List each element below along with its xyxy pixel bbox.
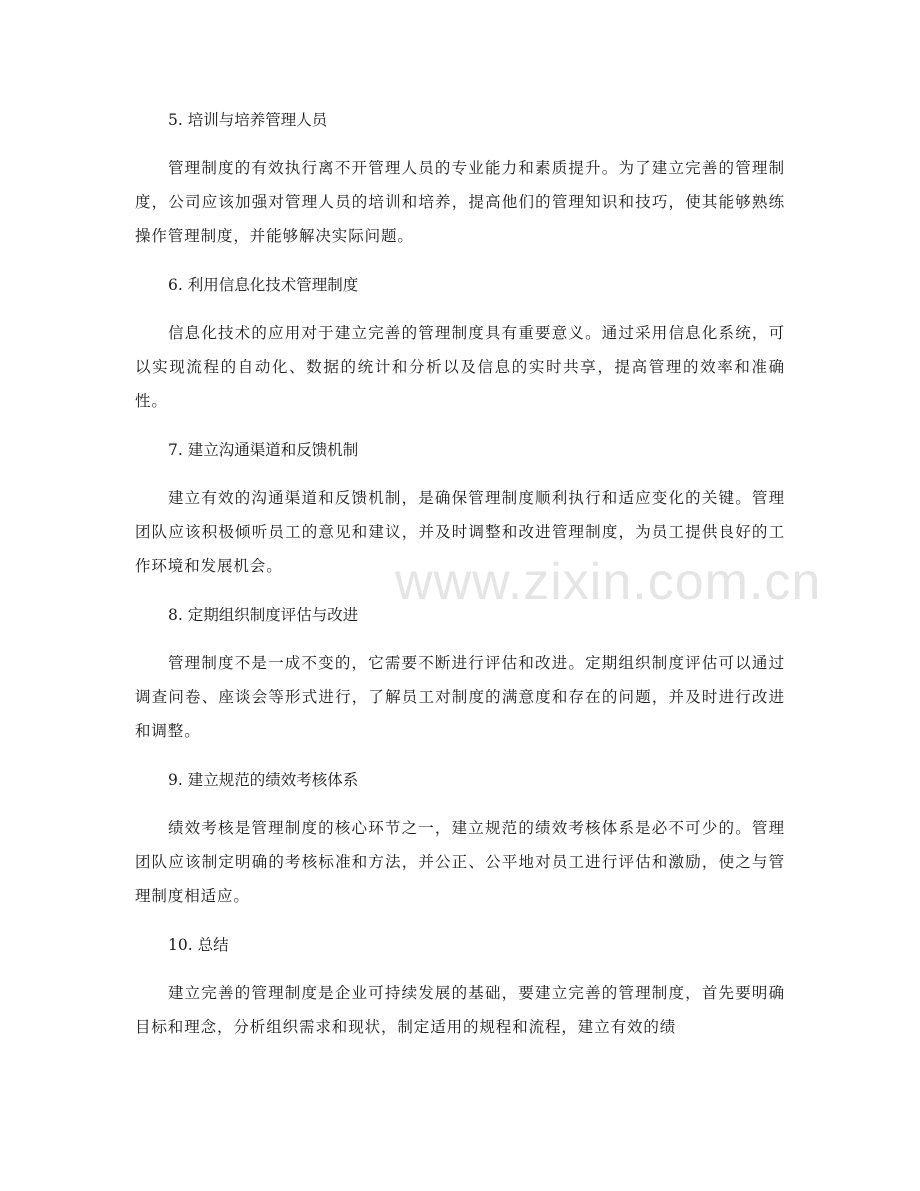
section-body-6: 信息化技术的应用对于建立完善的管理制度具有重要意义。通过采用信息化系统，可以实现流程的自动化、数据的统计和分析以及信息的实时共享，提高管理的效率和准确性。 [135, 324, 785, 410]
section-heading-6: 6. 利用信息化技术管理制度 [168, 276, 359, 294]
section-heading-10: 10. 总结 [168, 936, 229, 954]
section-body-8: 管理制度不是一成不变的，它需要不断进行评估和改进。定期组织制度评估可以通过调查问卷、座谈会等形式进行，了解员工对制度的满意度和存在的问题，并及时进行改进和调整。 [135, 654, 785, 740]
section-heading-8: 8. 定期组织制度评估与改进 [168, 606, 359, 624]
section-heading-7: 7. 建立沟通渠道和反馈机制 [168, 441, 359, 459]
watermark: www.zixin.com.cn [395, 553, 822, 611]
section-body-9: 绩效考核是管理制度的核心环节之一，建立规范的绩效考核体系是必不可少的。管理团队应该制定明确的考核标准和方法，并公正、公平地对员工进行评估和激励，使之与管理制度相适应。 [135, 819, 785, 905]
section-body-7: 建立有效的沟通渠道和反馈机制，是确保管理制度顺利执行和适应变化的关键。管理团队应该积极倾听员工的意见和建议，并及时调整和改进管理制度，为员工提供良好的工作环境和发展机会。 [135, 489, 785, 575]
section-body-5: 管理制度的有效执行离不开管理人员的专业能力和素质提升。为了建立完善的管理制度，公司应该加强对管理人员的培训和培养，提高他们的管理知识和技巧，使其能够熟练操作管理制度，并能够解决实际问题。 [135, 159, 785, 245]
section-heading-5: 5. 培训与培养管理人员 [168, 111, 328, 129]
section-heading-9: 9. 建立规范的绩效考核体系 [168, 771, 359, 789]
section-body-10: 建立完善的管理制度是企业可持续发展的基础，要建立完善的管理制度，首先要明确目标和理念，分析组织需求和现状，制定适用的规程和流程，建立有效的绩 [135, 984, 785, 1036]
